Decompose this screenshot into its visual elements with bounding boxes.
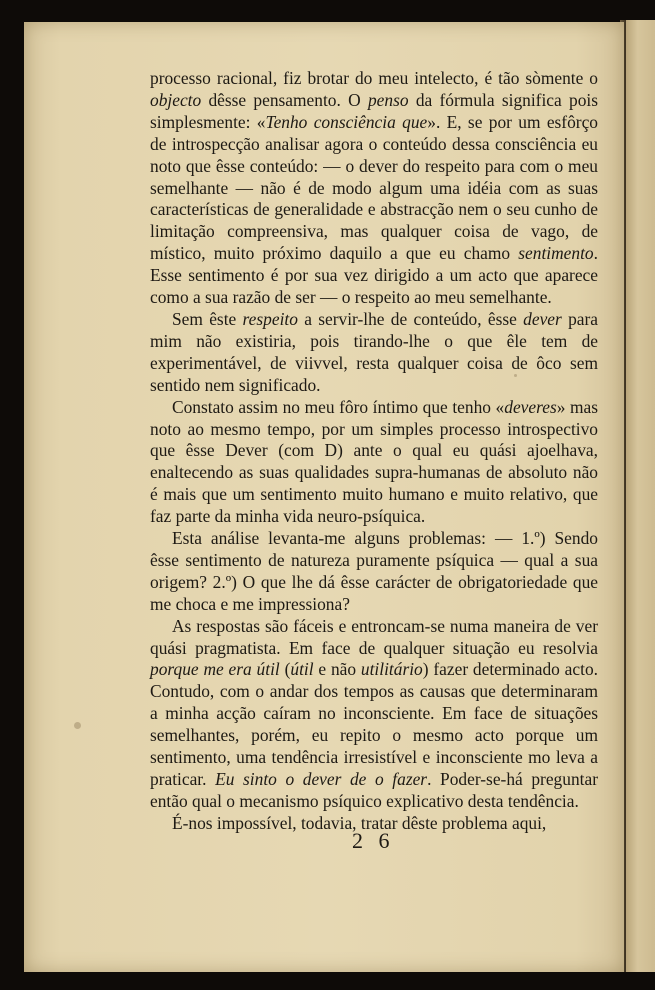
adjacent-page-edge xyxy=(626,20,655,972)
italic-run: útil xyxy=(290,659,314,680)
italic-run: deveres xyxy=(504,396,557,417)
paragraph: Esta análise levanta-me alguns problemas: — 1.º) Sendo êsse sentimento de natureza puramente psíquica — qual a sua origem? 2.º) O que lhe dá êsse carácter de obrigatoriedade que me choca e me impressiona? xyxy=(150,528,598,614)
italic-run: utilitário xyxy=(360,659,423,680)
italic-run: penso xyxy=(367,89,409,110)
body-text xyxy=(150,68,598,835)
paragraph: Sem êste respeito a servir-lhe de conteúdo, êsse dever para mim não existiria, pois tirando-lhe o que êle tem de experimentável, de viivvel, resta qualquer coisa de ôco sem sentido nem significado. xyxy=(150,308,598,395)
italic-run: sentimento xyxy=(518,243,594,264)
paper-spot xyxy=(74,722,81,729)
italic-run: porque me era útil xyxy=(150,659,280,680)
paragraph: Constato assim no meu fôro íntimo que tenho «deveres» mas noto ao mesmo tempo, por um simples processo introspectivo que êsse Dever (com D) ante o qual eu quási ajoelhava, enaltecendo as suas qualidades supra-humanas de absoluto não é mais que um sentimento muito humano e muito relativo, que faz parte da minha vida neuro-psíquica. xyxy=(150,396,599,527)
italic-run: Tenho consciência que xyxy=(265,111,428,132)
italic-run: objecto xyxy=(150,89,202,110)
italic-run: dever xyxy=(523,308,562,329)
italic-run: Eu sinto o dever de o fazer xyxy=(215,769,428,789)
italic-run: respeito xyxy=(242,308,298,329)
paragraph: As respostas são fáceis e entroncam-se numa maneira de ver quási pragmatista. Em face de qualquer situação eu resolvia porque me era útil (útil e não utilitário) fazer determinado acto. Contudo, com o andar dos tempos as causas que determinaram a minha acção caíram no inconsciente. Em face de situações semelhantes, porém, eu repito o mesmo acto porque um sentimento, uma tendência irresistível e inconsciente mo leva a praticar. Eu sinto o dever de o fazer. Poder-se-há preguntar então qual o mecanismo psíquico explicativo desta tendência. xyxy=(150,615,598,811)
page-number: 2 6 xyxy=(352,828,395,853)
paragraph: É-nos impossível, todavia, tratar dêste problema aqui, xyxy=(172,812,547,833)
paragraph: processo racional, fiz brotar do meu intelecto, é tão sòmente o objecto dêsse pensamento. O penso da fórmula significa pois simplesmente: «Tenho consciência que». E, se por um esfôrço de introspecção analisar agora o conteúdo dessa consciência eu noto que êsse conteúdo: — o dever do respeito para com o meu semelhante — não é de modo algum uma idéia com as suas características de generalidade e abstracção nem o seu cunho de limitação compreensiva, mas qualquer coisa de vago, de místico, muito próximo daquilo a que eu chamo sentimento. Esse sentimento é por sua vez dirigido a um acto que aparece como a sua razão de ser — o respeito ao meu semelhante. xyxy=(150,68,598,308)
